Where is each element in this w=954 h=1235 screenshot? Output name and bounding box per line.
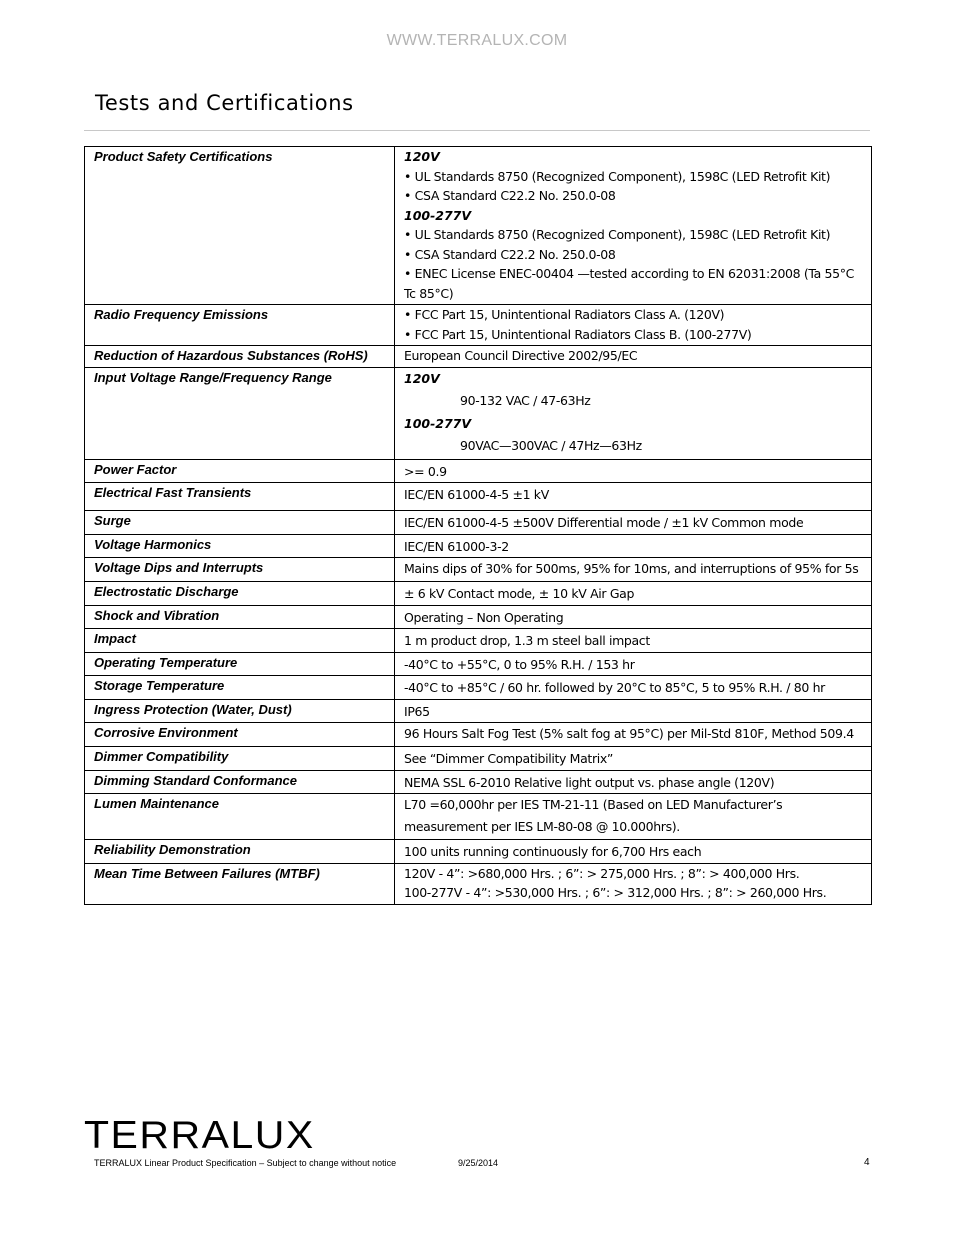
row-value bbox=[395, 305, 872, 346]
table-row bbox=[85, 676, 872, 700]
footer-date: 9/25/2014 bbox=[458, 1158, 499, 1168]
value-text: NEMA SSL 6-2010 Relative light output vs. phase angle (120V) bbox=[404, 774, 775, 790]
row-label: Ingress Protection (Water, Dust) bbox=[85, 699, 395, 723]
table-row bbox=[85, 605, 872, 629]
value-text: Mains dips of 30% for 500ms, 95% for 10ms, and interruptions of 95% for 5s bbox=[404, 561, 859, 576]
value-text: Operating – Non Operating bbox=[404, 609, 564, 625]
row-label: Voltage Harmonics bbox=[85, 534, 395, 558]
range-value: 90-132 VAC / 47-63Hz bbox=[460, 393, 591, 408]
row-label: Voltage Dips and Interrupts bbox=[85, 558, 395, 582]
row-value bbox=[395, 582, 872, 606]
value-text: ± 6 kV Contact mode, ± 10 kV Air Gap bbox=[404, 586, 635, 601]
value-text: >= 0.9 bbox=[404, 463, 447, 479]
row-value bbox=[395, 652, 872, 676]
row-value bbox=[395, 605, 872, 629]
table-row bbox=[85, 747, 872, 771]
row-label: Reduction of Hazardous Substances (RoHS) bbox=[85, 346, 395, 368]
footer-note: TERRALUX Linear Product Specification – Subject to change without notice bbox=[94, 1158, 397, 1168]
value-text: IP65 bbox=[404, 703, 430, 719]
row-value bbox=[395, 863, 872, 904]
list-item: • FCC Part 15, Unintentional Radiators Class A. (120V) bbox=[404, 307, 725, 322]
page-title: Tests and Certifications bbox=[95, 91, 354, 115]
value-text: -40°C to +55°C, 0 to 95% R.H. / 153 hr bbox=[404, 656, 635, 672]
value-text: 1 m product drop, 1.3 m steel ball impact bbox=[404, 633, 650, 648]
table-row bbox=[85, 346, 872, 368]
table-row bbox=[85, 534, 872, 558]
row-value bbox=[395, 840, 872, 864]
list-item: • CSA Standard C22.2 No. 250.0-08 bbox=[404, 246, 616, 262]
row-value bbox=[395, 534, 872, 558]
row-label: Reliability Demonstration bbox=[85, 840, 395, 864]
row-label: Dimmer Compatibility bbox=[85, 747, 395, 771]
value-text: See “Dimmer Compatibility Matrix” bbox=[404, 751, 614, 766]
value-text: IEC/EN 61000-4-5 ±1 kV bbox=[404, 487, 549, 502]
voltage-heading: 100-277V bbox=[404, 415, 472, 431]
table-row bbox=[85, 367, 872, 459]
row-value bbox=[395, 723, 872, 747]
value-text: -40°C to +85°C / 60 hr. followed by 20°C to 85°C, 5 to 95% R.H. / 80 hr bbox=[404, 680, 825, 695]
row-value bbox=[395, 459, 872, 483]
table-row bbox=[85, 840, 872, 864]
table-row bbox=[85, 652, 872, 676]
row-value bbox=[395, 699, 872, 723]
row-label: Impact bbox=[85, 629, 395, 653]
row-label: Input Voltage Range/Frequency Range bbox=[85, 367, 395, 459]
value-text: IEC/EN 61000-4-5 ±500V Differential mode / ±1 kV Common mode bbox=[404, 515, 804, 530]
row-label: Storage Temperature bbox=[85, 676, 395, 700]
row-value bbox=[395, 511, 872, 535]
row-label: Dimming Standard Conformance bbox=[85, 770, 395, 794]
list-item: • UL Standards 8750 (Recognized Component), 1598C (LED Retrofit Kit) bbox=[404, 227, 831, 242]
voltage-heading: 120V bbox=[404, 149, 440, 164]
list-item: • UL Standards 8750 (Recognized Component), 1598C (LED Retrofit Kit) bbox=[404, 168, 831, 184]
table-row bbox=[85, 629, 872, 653]
page-number: 4 bbox=[864, 1157, 870, 1168]
row-label: Mean Time Between Failures (MTBF) bbox=[85, 863, 395, 904]
list-item: • FCC Part 15, Unintentional Radiators Class B. (100-277V) bbox=[404, 326, 752, 342]
table-row bbox=[85, 699, 872, 723]
row-value bbox=[395, 629, 872, 653]
row-value bbox=[395, 558, 872, 582]
value-text: 96 Hours Salt Fog Test (5% salt fog at 95°C) per Mil-Std 810F, Method 509.4 bbox=[404, 726, 854, 741]
row-label: Surge bbox=[85, 511, 395, 535]
value-text: 100 units running continuously for 6,700 Hrs each bbox=[404, 844, 702, 859]
row-value bbox=[395, 747, 872, 771]
table-row bbox=[85, 558, 872, 582]
row-value bbox=[395, 676, 872, 700]
value-text: L70 =60,000hr per IES TM-21-11 (Based on LED Manufacturer’s measurement per IES LM-80-08 @ 10.000hrs). bbox=[404, 797, 783, 834]
table-row bbox=[85, 582, 872, 606]
table-row bbox=[85, 794, 872, 840]
table-row bbox=[85, 459, 872, 483]
list-item: • CSA Standard C22.2 No. 250.0-08 bbox=[404, 188, 616, 203]
list-item: 120V - 4”: >680,000 Hrs. ; 6”: > 275,000 Hrs. ; 8”: > 400,000 Hrs. bbox=[404, 865, 800, 881]
voltage-heading: 100-277V bbox=[404, 207, 472, 223]
row-label: Shock and Vibration bbox=[85, 605, 395, 629]
title-divider bbox=[84, 130, 870, 131]
table-row bbox=[85, 305, 872, 346]
row-label: Lumen Maintenance bbox=[85, 794, 395, 840]
row-value bbox=[395, 794, 872, 840]
table-row bbox=[85, 723, 872, 747]
table-row bbox=[85, 770, 872, 794]
website-watermark: WWW.TERRALUX.COM bbox=[386, 32, 568, 49]
row-label: Operating Temperature bbox=[85, 652, 395, 676]
row-value bbox=[395, 770, 872, 794]
row-value bbox=[395, 147, 872, 305]
row-label: Corrosive Environment bbox=[85, 723, 395, 747]
row-label: Electrical Fast Transients bbox=[85, 483, 395, 511]
table-row bbox=[85, 863, 872, 904]
row-value: European Council Directive 2002/95/EC bbox=[395, 346, 872, 368]
voltage-heading: 120V bbox=[404, 370, 440, 386]
row-label: Product Safety Certifications bbox=[85, 147, 395, 305]
range-value: 90VAC—300VAC / 47Hz—63Hz bbox=[460, 438, 642, 453]
terralux-logo: TERRALUX bbox=[84, 1113, 315, 1157]
row-label: Radio Frequency Emissions bbox=[85, 305, 395, 346]
list-item: 100-277V - 4”: >530,000 Hrs. ; 6”: > 312,000 Hrs. ; 8”: > 260,000 Hrs. bbox=[404, 885, 827, 900]
certifications-table bbox=[84, 146, 872, 905]
table-row bbox=[85, 483, 872, 511]
list-item: • ENEC License ENEC-00404 —tested according to EN 62031:2008 (Ta 55°C Tc 85°C) bbox=[404, 266, 855, 301]
row-value bbox=[395, 483, 872, 511]
row-value bbox=[395, 367, 872, 459]
row-label: Power Factor bbox=[85, 459, 395, 483]
row-label: Electrostatic Discharge bbox=[85, 582, 395, 606]
value-text: IEC/EN 61000-3-2 bbox=[404, 538, 509, 554]
table-row bbox=[85, 511, 872, 535]
table-row bbox=[85, 147, 872, 305]
